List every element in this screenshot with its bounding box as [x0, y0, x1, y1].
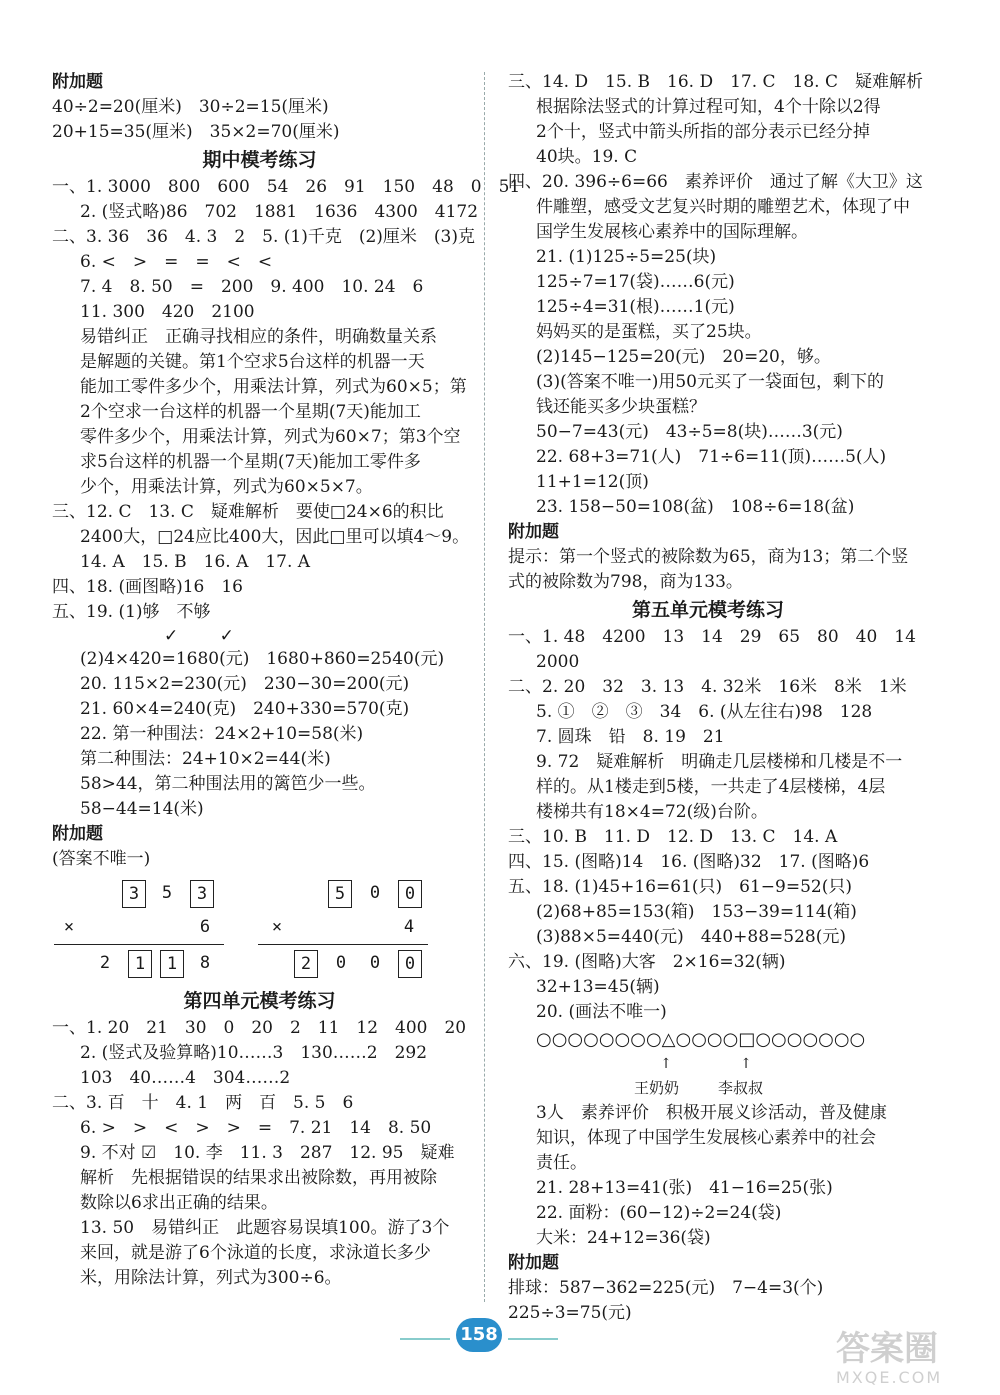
answer-line: 225÷3=75(元): [508, 1303, 632, 1323]
answer-line: 根据除法竖式的计算过程可知，4个十除以2得: [536, 97, 881, 117]
answer-line: 7. 圆珠 铅 8. 19 21: [536, 727, 725, 747]
answer-line: 一、1. 48 4200 13 14 29 65 80 40 14: [508, 627, 916, 647]
digit: 0: [335, 953, 347, 973]
digit: 0: [369, 883, 381, 903]
section-title-unit4: 第四单元模考练习: [183, 990, 336, 1012]
answer-line: 11+1=12(顶): [536, 472, 649, 492]
answer-line: 9. 72 疑难解析 明确走几层楼梯和几楼是不一: [536, 752, 903, 772]
answer-line: 式的被除数为798，商为133。: [508, 572, 743, 592]
answer-line: 6. > > < > > = 7. 21 14 8. 50: [80, 1118, 432, 1138]
digit-box: 0: [398, 950, 422, 978]
answer-line: 件雕塑，感受文艺复兴时期的雕塑艺术，体现了中: [536, 197, 910, 217]
answer-line: 22. 面粉：(60−12)÷2=24(袋): [536, 1203, 782, 1223]
shape-sequence: ○○○○○○○○△○○○○□○○○○○○○: [536, 1029, 866, 1050]
answer-line: 五、19. (1)够 不够: [52, 602, 211, 622]
label-grandma-wang: 王奶奶: [634, 1079, 680, 1097]
answer-line: 五、18. (1)45+16=61(只) 61−9=52(只): [508, 877, 853, 897]
answer-line: 三、12. C 13. C 疑难解析 要使□24×6的积比: [52, 502, 444, 522]
answer-line: 40÷2=20(厘米) 30÷2=15(厘米): [52, 97, 329, 117]
answer-line: 5. ① ② ③ 34 6. (从左往右)98 128: [536, 702, 873, 722]
answer-line: 58>44，第二种围法用的篱笆少一些。: [80, 774, 376, 794]
check-marks: ✓ ✓: [164, 626, 252, 646]
digit-box: 3: [122, 880, 146, 908]
answer-line: (2)4×420=1680(元) 1680+860=2540(元): [80, 649, 445, 669]
answer-line: 知识，体现了中国学生发展核心素养中的社会: [536, 1128, 876, 1148]
answer-line: 2个十，竖式中箭头所指的部分表示已经分掉: [536, 122, 870, 142]
digit-box: 5: [328, 880, 352, 908]
answer-line: 40块。19. C: [536, 147, 638, 167]
answer-line: 32+13=45(辆): [536, 977, 660, 997]
answer-line: 2. (竖式略)86 702 1881 1636 4300 4172: [80, 202, 479, 222]
answer-line: 样的。从1楼走到5楼，一共走了4层楼梯，4层: [536, 777, 886, 797]
answer-line: 50−7=43(元) 43÷5=8(块)……3(元): [536, 422, 843, 442]
footer-rule-right: [508, 1338, 558, 1340]
answer-line: 二、2. 20 32 3. 13 4. 32米 16米 8米 1米: [508, 677, 907, 697]
result-line: [258, 944, 428, 945]
answer-line: 数除以6求出正确的结果。: [80, 1193, 278, 1213]
answer-line: 钱还能买多少块蛋糕？: [536, 397, 706, 417]
answer-line: 3人 素养评价 积极开展义诊活动，普及健康: [536, 1103, 887, 1123]
answer-line: 国学生发展核心素养中的国际理解。: [536, 222, 808, 242]
section-title-unit5: 第五单元模考练习: [631, 599, 784, 621]
answer-line: 妈妈买的是蛋糕，买了25块。: [536, 322, 762, 342]
answer-line: (3)(答案不唯一)用50元买了一袋面包，剩下的: [536, 372, 884, 392]
watermark-text: 答案圈: [836, 1329, 938, 1369]
answer-line: 一、1. 3000 800 600 54 26 91 150 48 0 51: [52, 177, 521, 197]
answer-line: 来回，就是游了6个泳道的长度，求泳道长多少: [80, 1243, 431, 1263]
digit: 8: [199, 953, 211, 973]
answer-line: 楼梯共有18×4=72(级)台阶。: [536, 802, 768, 822]
answer-line: 21. 60×4=240(克) 240+330=570(克): [80, 699, 410, 719]
digit: 0: [369, 953, 381, 973]
right-column: [508, 70, 923, 1326]
answer-line: 2000: [536, 652, 580, 672]
answer-line: 9. 不对 ☑ 10. 李 11. 3 287 12. 95 疑难: [80, 1143, 455, 1163]
page-number: 158: [456, 1318, 502, 1352]
multiplication-puzzles: [52, 876, 467, 986]
answer-line: 零件多少个，用乘法计算，列式为60×7；第3个空: [80, 427, 461, 447]
answer-line: 四、15. (图略)14 16. (图略)32 17. (图略)6: [508, 852, 870, 872]
answer-line: 六、19. (图略)大客 2×16=32(辆): [508, 952, 786, 972]
watermark-url: MXQE.COM: [836, 1368, 943, 1387]
digit: 4: [403, 917, 415, 937]
answer-line: 易错纠正 正确寻找相应的条件，明确数量关系: [80, 327, 437, 347]
extra-question-heading: 附加题: [508, 522, 559, 542]
multiply-sign: ×: [271, 917, 283, 937]
answer-line: (2)68+85=153(箱) 153−39=114(箱): [536, 902, 857, 922]
answer-line: (3)88×5=440(元) 440+88=528(元): [536, 927, 847, 947]
answer-line: 四、20. 396÷6=66 素养评价 通过了解《大卫》这: [508, 172, 923, 192]
section-title-midterm: 期中模考练习: [202, 149, 317, 171]
answer-line: 是解题的关键。第1个空求5台这样的机器一天: [80, 352, 425, 372]
multiply-sign: ×: [63, 917, 75, 937]
watermark-logo: [836, 1330, 986, 1390]
answer-line: 能加工零件多少个，用乘法计算，列式为60×5；第: [80, 377, 467, 397]
answer-line: 2. (竖式及验算略)10……3 130……2 292: [80, 1043, 428, 1063]
answer-line: 103 40……4 304……2: [80, 1068, 291, 1088]
answer-line: 米，用除法计算，列式为300÷6。: [80, 1268, 342, 1288]
footer-rule-left: [400, 1338, 450, 1340]
arrow-up-icon: ↑: [660, 1056, 672, 1072]
answer-line: 责任。: [536, 1153, 587, 1173]
answer-line: 21. (1)125÷5=25(块): [536, 247, 717, 267]
answer-line: 二、3. 百 十 4. 1 两 百 5. 5 6: [52, 1093, 354, 1113]
answer-line: 20. 115×2=230(元) 230−30=200(元): [80, 674, 410, 694]
extra-question-heading: 附加题: [52, 72, 103, 92]
digit-box: 1: [160, 950, 184, 978]
answer-line: 20. (画法不唯一): [536, 1002, 667, 1022]
answer-line: 58−44=14(米): [80, 799, 204, 819]
label-uncle-li: 李叔叔: [718, 1079, 764, 1097]
answer-line: 21. 28+13=41(张) 41−16=25(张): [536, 1178, 833, 1198]
digit: 5: [161, 883, 173, 903]
answer-line: 提示：第一个竖式的被除数为65，商为13；第二个竖: [508, 547, 909, 567]
extra-question-heading: 附加题: [508, 1253, 559, 1273]
answer-line: 求5台这样的机器一个星期(7天)能加工零件多: [80, 452, 421, 472]
answer-line: (2)145−125=20(元) 20=20，够。: [536, 347, 831, 367]
answer-line: 125÷7=17(袋)……6(元): [536, 272, 735, 292]
answer-line: 第二种围法：24+10×2=44(米): [80, 749, 331, 769]
arrow-up-icon: ↑: [740, 1056, 752, 1072]
answer-line: 2个空求一台这样的机器一个星期(7天)能加工: [80, 402, 421, 422]
digit-box: 3: [190, 880, 214, 908]
result-line: [54, 944, 224, 945]
answer-line: 125÷4=31(根)……1(元): [536, 297, 735, 317]
answer-note: (答案不唯一): [52, 849, 151, 869]
answer-line: 11. 300 420 2100: [80, 302, 255, 322]
digit: 2: [99, 953, 111, 973]
answer-line: 22. 第一种围法：24×2+10=58(米): [80, 724, 364, 744]
answer-line: 大米：24+12=36(袋): [536, 1228, 711, 1248]
answer-line: 13. 50 易错纠正 此题容易误填100。游了3个: [80, 1218, 450, 1238]
answer-line: 6. < > = = < <: [80, 252, 273, 272]
answer-line: 7. 4 8. 50 = 200 9. 400 10. 24 6: [80, 277, 424, 297]
answer-line: 解析 先根据错误的结果求出被除数，再用被除: [80, 1168, 437, 1188]
answer-line: 三、14. D 15. B 16. D 17. C 18. C 疑难解析: [508, 72, 923, 92]
sequence-arrows: [508, 1055, 908, 1101]
answer-line: 一、1. 20 21 30 0 20 2 11 12 400 20: [52, 1018, 467, 1038]
extra-question-heading: 附加题: [52, 824, 103, 844]
left-column: [52, 70, 521, 1291]
answer-line: 少个，用乘法计算，列式为60×5×7。: [80, 477, 373, 497]
answer-line: 14. A 15. B 16. A 17. A: [80, 552, 311, 572]
answer-line: 2400大，□24应比400大，因此□里可以填4～9。: [80, 527, 470, 547]
digit-box: 0: [398, 880, 422, 908]
answer-line: 20+15=35(厘米) 35×2=70(厘米): [52, 122, 340, 142]
digit-box: 2: [294, 950, 318, 978]
answer-line: 四、18. (画图略)16 16: [52, 577, 243, 597]
answer-line: 排球：587−362=225(元) 7−4=3(个): [508, 1278, 824, 1298]
answer-line: 二、3. 36 36 4. 3 2 5. (1)千克 (2)厘米 (3)克: [52, 227, 476, 247]
digit-box: 1: [128, 950, 152, 978]
answer-line: 三、10. B 11. D 12. D 13. C 14. A: [508, 827, 838, 847]
answer-line: 22. 68+3=71(人) 71÷6=11(顶)……5(人): [536, 447, 887, 467]
column-divider: [484, 72, 485, 1302]
answer-line: 23. 158−50=108(盆) 108÷6=18(盆): [536, 497, 855, 517]
digit: 6: [199, 917, 211, 937]
